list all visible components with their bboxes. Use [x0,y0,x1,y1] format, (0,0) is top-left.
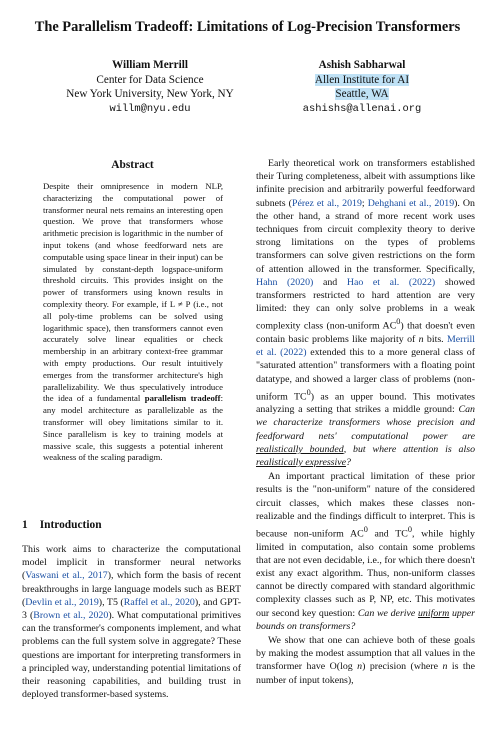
key-question-emphasis: realistically bounded [256,443,344,455]
author-email[interactable]: willm@nyu.edu [109,102,191,115]
section-title: Introduction [39,519,102,531]
body-text: This work aims to characterize the computational model implicit in transformer neural networks ( [22,544,241,582]
body-text: and [313,276,347,288]
citation-link[interactable]: Pérez et al., 2019 [291,197,362,209]
citation-link[interactable]: Merrill et al. (2022) [256,333,475,359]
right-column [256,157,475,687]
author-block-2 [250,58,474,116]
body-text: ), which form the basis of recent breakthroughs in large language models such as BERT ( [22,570,241,608]
body-text: ). What computational primitives can the transformer's components implement, and what problems can the full system solve in aggregate? These questions are important for interpreting transformers in a principled way, understanding potential limitations of their reasoning capabilities, and building trust in deployed transformer-based systems. [22,610,241,701]
body-text: showed transformers restricted to hard attention are very limited: they can only solve problems in a weak complexity class (non-uniform AC [256,276,475,332]
key-question: Can we derive [357,607,418,619]
abstract-text: : any model architecture as parallelizable as the transformer will obey limitations similar to it. Since parallelism is key to training models at massive scale, this suggests a potential inherent weakness of the scaling paradigm. [43,393,223,463]
body-text: is the number of input tokens), [256,661,475,686]
math-variable: n [357,661,363,673]
body-text: extended this to a more general class of "saturated attention" transformers with a floating point datatype, and showed a larger class of problems (non-uniform TC [256,347,475,403]
abstract-text: Despite their omnipresence in modern NLP, characterizing the computational power of transformer neural nets remains an interesting open question. We prove that transformers whose arithmetic precision is logarithmic in the number of input tokens (and whose feedforward nets are computable using space linear in their input) can be simulated by constant-depth logspace-uniform threshold circuits. This provides insight on the power of transformers using known results in complexity theory. For example, if L ≠ P (i.e., not all poly-time problems can be solved using logarithmic space), then transformers cannot even accurately solve linear equalities or check membership in an arbitrary context-free grammar with empty productions. Our result intuitively emerges from the transformer architecture's high parallelizability. We thus speculatively introduce the idea of a fundamental [43,181,223,404]
intro-paragraph [22,543,241,701]
abstract-body [43,181,223,464]
key-question: ? [346,457,351,469]
citation-link[interactable]: Hahn (2020) [256,276,314,288]
math-variable: n [442,661,448,673]
superscript: 0 [407,525,412,535]
citation-link[interactable]: Devlin et al., 2019 [25,596,99,608]
paragraph [256,634,475,687]
superscript: 0 [306,387,311,397]
body-text: An important practical limitation of these prior results is the "non-uniform" nature of the considered circuit classes, which makes these classes non-realizable and the findings difficult to interpret. This is because non-uniform AC [256,471,475,540]
key-question: upper bounds on transformers? [256,607,475,632]
body-text: ) as an upper bound. This motivates analyzing a setting that strikes a middle ground: [256,391,475,416]
body-text: We show that one can achieve both of these goals by making the modest assumption that all values in the transformer have O(log [256,635,475,673]
author-email[interactable]: ashishs@allenai.org [302,102,422,115]
key-question: Can we characterize transformers whose precision and feedforward nets' computational power are [256,404,475,442]
body-text: and TC [367,528,408,540]
author-affiliation: Seattle, WA [335,88,389,101]
citation-link[interactable]: Brown et al., 2020 [33,610,109,622]
citation-link[interactable]: Vaswani et al., 2017 [25,570,108,582]
author-affiliation: Allen Institute for AI [314,73,410,86]
author-affiliation: New York University, New York, NY [66,88,234,101]
author-name: Ashish Sabharwal [318,59,406,71]
body-text: ) that doesn't even contain basic problems like majority of [256,320,475,345]
math-variable: n [418,333,424,345]
key-question-emphasis: uniform [417,607,450,619]
citation-link[interactable]: Dehghani et al., 2019 [367,197,455,209]
author-block-1 [40,58,260,116]
key-question: , but where attention is also [343,443,476,455]
body-text: bits. [423,333,447,345]
author-affiliation: Center for Data Science [96,73,204,86]
paragraph [256,470,475,633]
body-text: ), and GPT-3 ( [22,596,242,622]
body-text: ; [361,197,368,209]
body-text: ). On the other hand, a strand of more recent work uses techniques from circuit complexity theory to derive strong limitations on the types of problems transformers can solve given restrictions on the form of attention allowed in the transformer. Specifically, [256,197,475,275]
section-heading [22,519,102,531]
body-text: Early theoretical work on transformers established their Turing completeness, albeit with assumptions like infinite precision and arbitrarily powerful feedforward subnets ( [256,158,475,209]
section-number: 1 [22,519,28,531]
superscript: 0 [396,317,401,327]
abstract-bold-term: parallelism tradeoff [144,393,221,404]
body-text: ) precision (where [362,661,443,673]
citation-link[interactable]: Raffel et al., 2020 [123,596,195,608]
abstract-heading: Abstract [111,159,154,171]
body-text: , while highly limited in computation, also contain some problems that are not even decidable, i.e., for which there doesn't exist any exact algorithm. Thus, non-uniform classes cannot be directly compared with standard algorithmic complexity classes such as P, NP, etc. This motivates our second key question: [256,528,475,619]
citation-link[interactable]: Hao et al. (2022) [346,276,436,288]
paragraph [256,157,475,469]
key-question-emphasis: realistically expressive [256,457,347,469]
paper-title: The Parallelism Tradeoff: Limitations of Log-Precision Transformers [34,19,461,35]
body-text: ), T5 ( [98,596,124,608]
superscript: 0 [363,525,368,535]
author-name: William Merrill [112,59,188,71]
